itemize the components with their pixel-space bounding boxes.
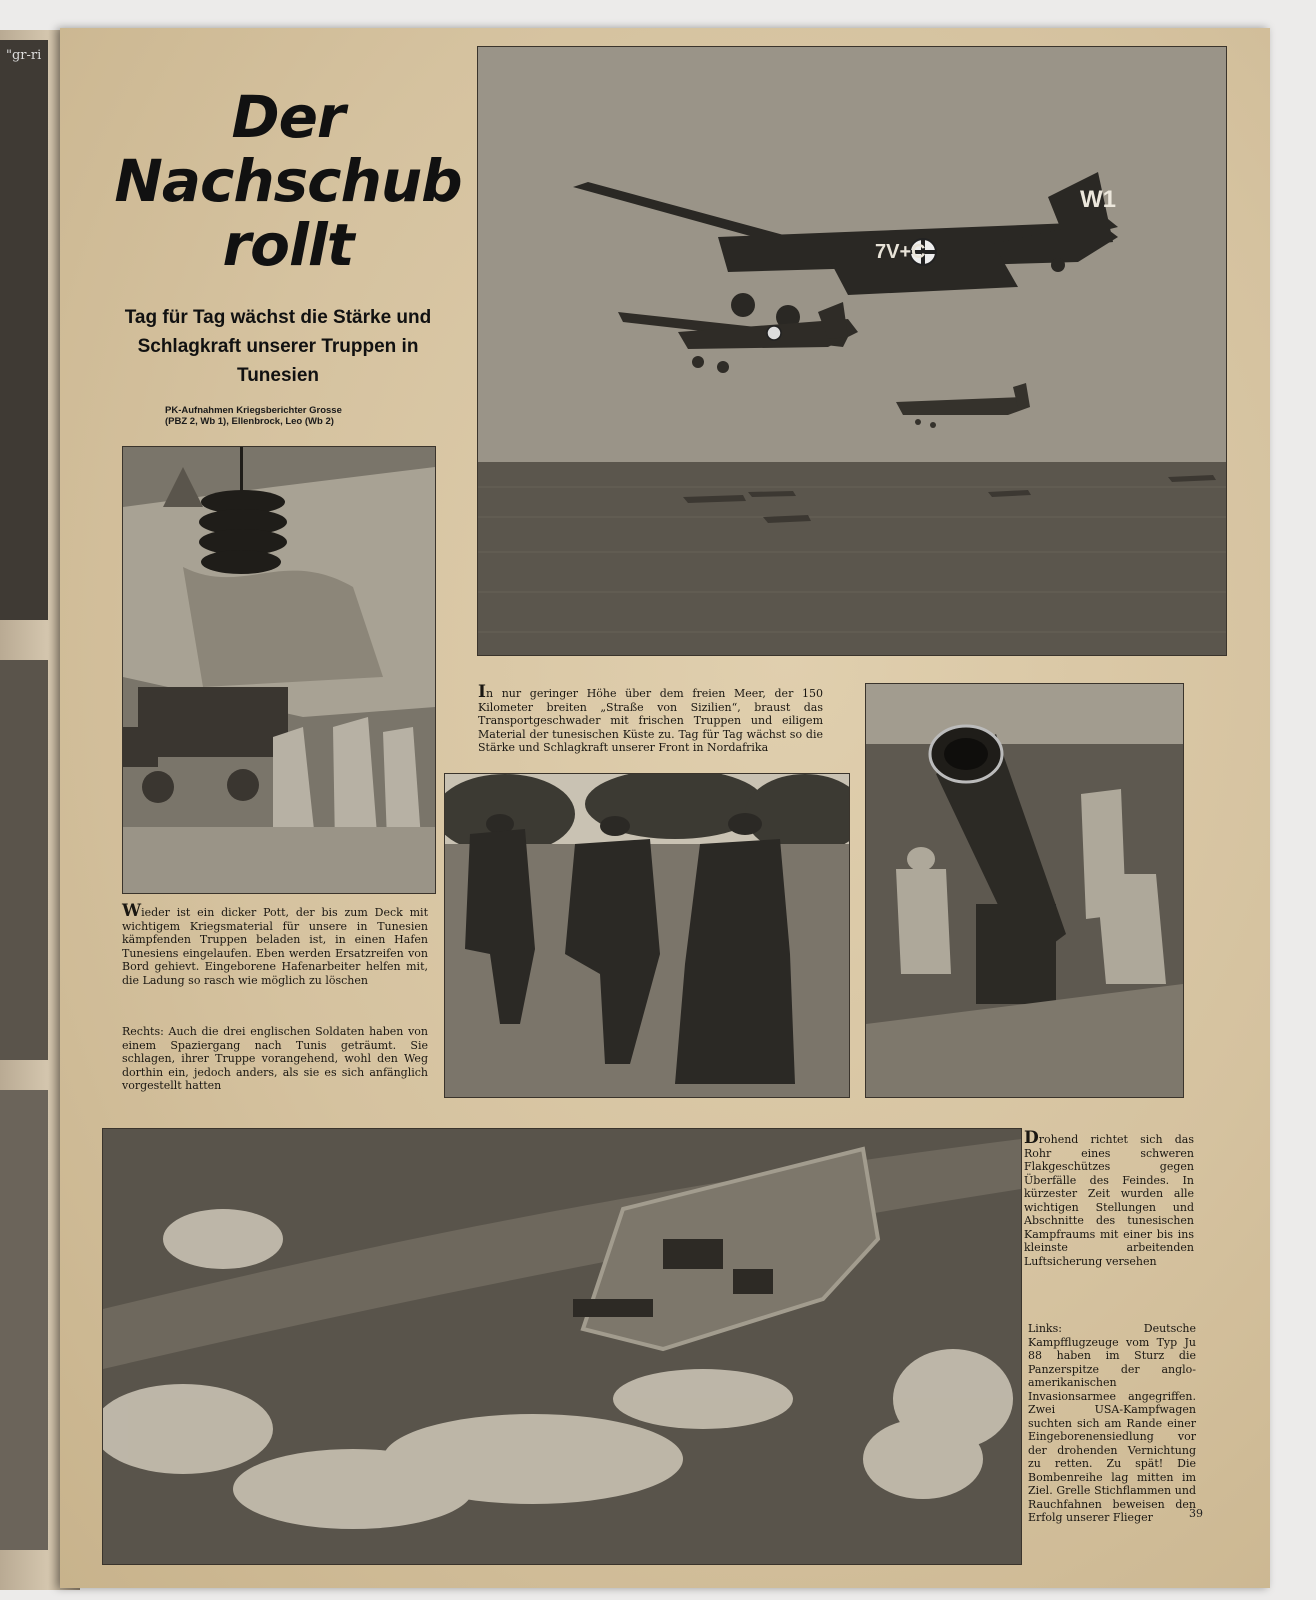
caption-initial: W bbox=[122, 901, 142, 921]
photo-ship-unloading bbox=[122, 446, 436, 894]
caption-ship bbox=[122, 901, 428, 987]
credit-line: (PBZ 2, Wb 1), Ellenbrock, Leo (Wb 2) bbox=[165, 416, 334, 427]
headline-line: Nachschub bbox=[114, 147, 462, 215]
previous-page-photo bbox=[0, 660, 48, 1060]
caption-planes bbox=[478, 682, 823, 755]
credit-line: PK-Aufnahmen Kriegsberichter Grosse bbox=[165, 405, 342, 416]
photo-flak-gun bbox=[865, 683, 1184, 1098]
photo-captured-soldiers bbox=[444, 773, 850, 1098]
caption-initial: D bbox=[1024, 1128, 1039, 1148]
caption-text: ieder ist ein dicker Pott, der bis zum Deck mit wichtigem Kriegsmaterial für unsere in Tunesien kämpfenden Truppen beladen ist, in einen Hafen Tunesiens eingelaufen. Eben werden Ersatzreifen von Bord gehievt. Eingeborene Hafenarbeiter helfen mit, die Ladung so rasch wie möglich zu löschen bbox=[122, 906, 428, 987]
transport-planes-illustration bbox=[478, 47, 1226, 655]
previous-page-photo bbox=[0, 1090, 48, 1550]
fuselage-code-text: 7V+C bbox=[875, 241, 926, 263]
caption-text: n nur geringer Höhe über dem freien Meer, der 150 Kilometer breiten „Straße von Sizilien“, braust das Transportgeschwader mit frischen Truppen und eiligem Material der tunesischen Küste zu. Tag für Tag wächst so die Stärke und Schlagkraft unserer Front in Nordafrika bbox=[478, 687, 823, 754]
headline-line: Der bbox=[231, 83, 345, 151]
tail-code-text: W1 bbox=[1080, 186, 1116, 213]
aerial-bombing-illustration bbox=[103, 1129, 1021, 1564]
previous-page-text: "gr-ri bbox=[6, 48, 42, 63]
captured-soldiers-illustration bbox=[445, 774, 849, 1097]
previous-page-photo bbox=[0, 40, 48, 620]
article-subtitle: Tag für Tag wächst die Stärke und Schlagkraft unserer Truppen in Tunesien bbox=[124, 307, 432, 386]
photo-transport-planes bbox=[477, 46, 1227, 656]
ship-unloading-illustration bbox=[123, 447, 435, 893]
photo-credit bbox=[165, 405, 425, 427]
photo-aerial-bombing bbox=[102, 1128, 1022, 1565]
caption-flak bbox=[1024, 1128, 1194, 1268]
caption-text: rohend richtet sich das Rohr eines schweren Flakgeschützes gegen Überfälle des Feindes. In kürzester Zeit wurden alle wichtigen Stellungen und Abschnitte des tunesischen Kampfraums mit einer bis ins kleinste arbeitenden Luftsicherung versehen bbox=[1024, 1133, 1194, 1268]
page-number: 39 bbox=[1189, 1507, 1203, 1520]
headline-line: rollt bbox=[222, 211, 354, 279]
caption-soldiers: Rechts: Auch die drei englischen Soldaten haben von einem Spaziergang nach Tunis geträumt. Sie schlagen, ihrer Truppe vorangehend, wohl den Weg dorthin ein, jedoch anders, als sie es sich anfänglich vorgestellt hatten bbox=[122, 1025, 428, 1092]
article-headline bbox=[108, 85, 468, 277]
caption-initial: I bbox=[478, 682, 486, 702]
caption-bombing: Links: Deutsche Kampfflugzeuge vom Typ Ju 88 haben im Sturz die Panzerspitze der anglo-amerikanischen Invasionsarmee angegriffen. Zwei USA-Kampfwagen suchten sich am Rande einer Eingeborenensiedlung vor der drohenden Vernichtung zu retten. Zu spät! Die Bombenreihe lag mitten im Ziel. Grelle Stichflammen und Rauchfahnen beweisen den Erfolg unserer Flieger bbox=[1028, 1322, 1196, 1524]
flak-gun-illustration bbox=[866, 684, 1183, 1097]
